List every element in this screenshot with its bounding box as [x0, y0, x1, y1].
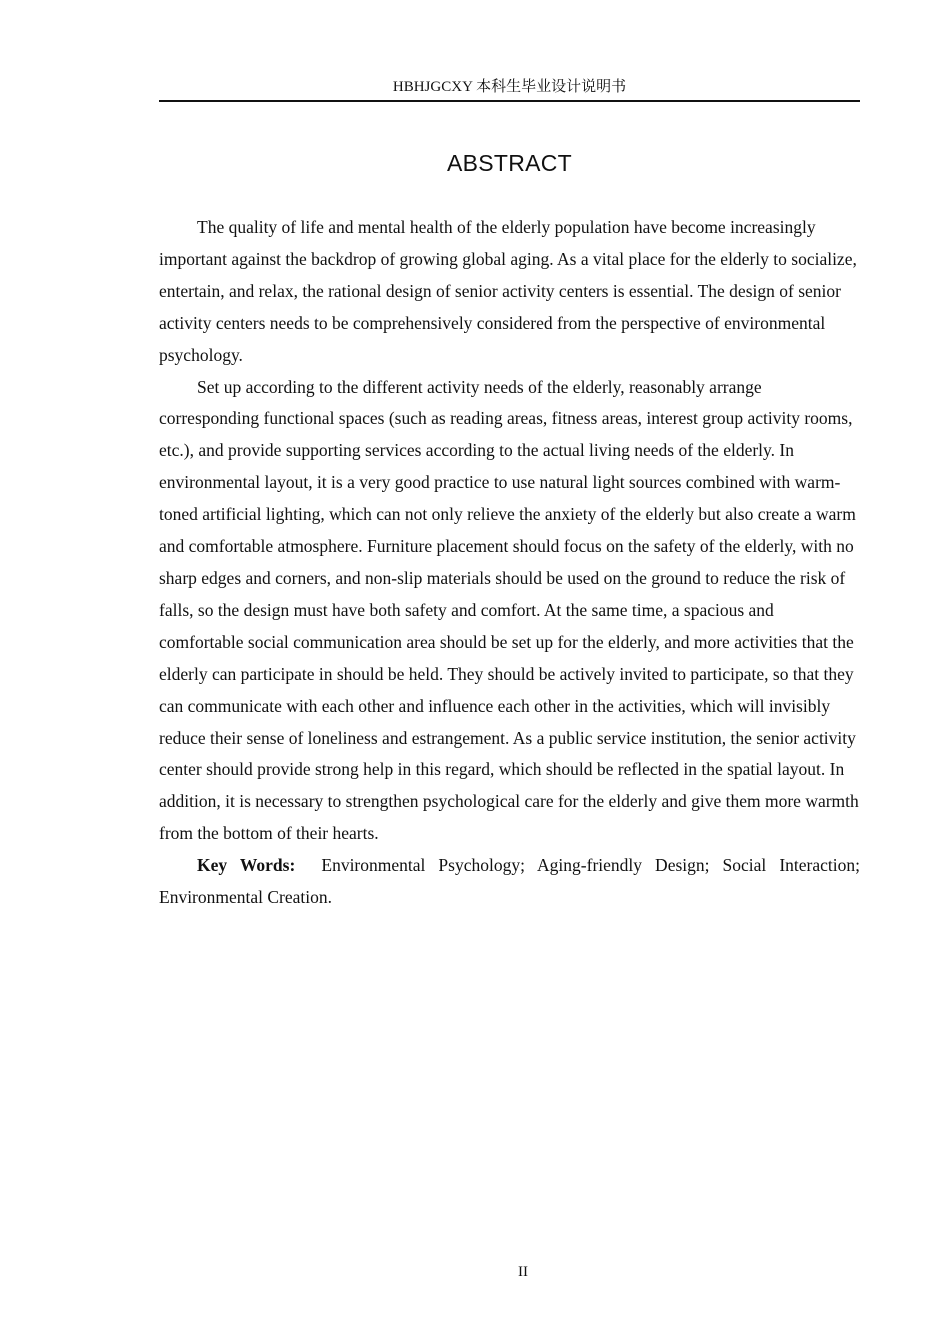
keywords-paragraph: [159, 850, 860, 914]
header-text: HBHJGCXY 本科生毕业设计说明书: [392, 79, 627, 95]
abstract-title: ABSTRACT: [446, 150, 573, 176]
abstract-paragraph-2: Set up according to the different activity needs of the elderly, reasonably arrange corresponding functional spaces (such as reading areas, fitness areas, interest group activity rooms, etc.), and provide supporting services according to the actual living needs of the elderly. In environmental layout, it is a very good practice to use natural light sources combined with warm-toned artificial lighting, which can not only relieve the anxiety of the elderly but also create a warm and comfortable atmosphere. Furniture placement should focus on the safety of the elderly, with no sharp edges and corners, and non-slip materials should be used on the ground to reduce the risk of falls, so the design must have both safety and comfort. At the same time, a spacious and comfortable social communication area should be set up for the elderly, and more activities that the elderly can participate in should be held. They should be actively invited to participate, so that they can communicate with each other and influence each other in the activities, which will invisibly reduce their sense of loneliness and estrangement. As a public service institution, the senior activity center should provide strong help in this regard, which should be reflected in the spatial layout. In addition, it is necessary to strengthen psychological care for the elderly and give them more warmth from the bottom of their hearts.: [159, 376, 859, 844]
abstract-body: [159, 212, 860, 914]
page-number: II: [518, 1264, 528, 1280]
abstract-paragraph-1: The quality of life and mental health of the elderly population have become increasingly important against the backdrop of growing global aging. As a vital place for the elderly to socialize, entertain, and relax, the rational design of senior activity centers is essential. The design of senior activity centers needs to be comprehensively considered from the perspective of environmental psychology.: [159, 217, 857, 365]
keywords-label: Key Words:: [197, 855, 296, 876]
keywords-text: Environmental Psychology; Aging-friendly Design; Social Interaction; Environmental Creation.: [159, 855, 860, 908]
page-header: [159, 76, 860, 102]
